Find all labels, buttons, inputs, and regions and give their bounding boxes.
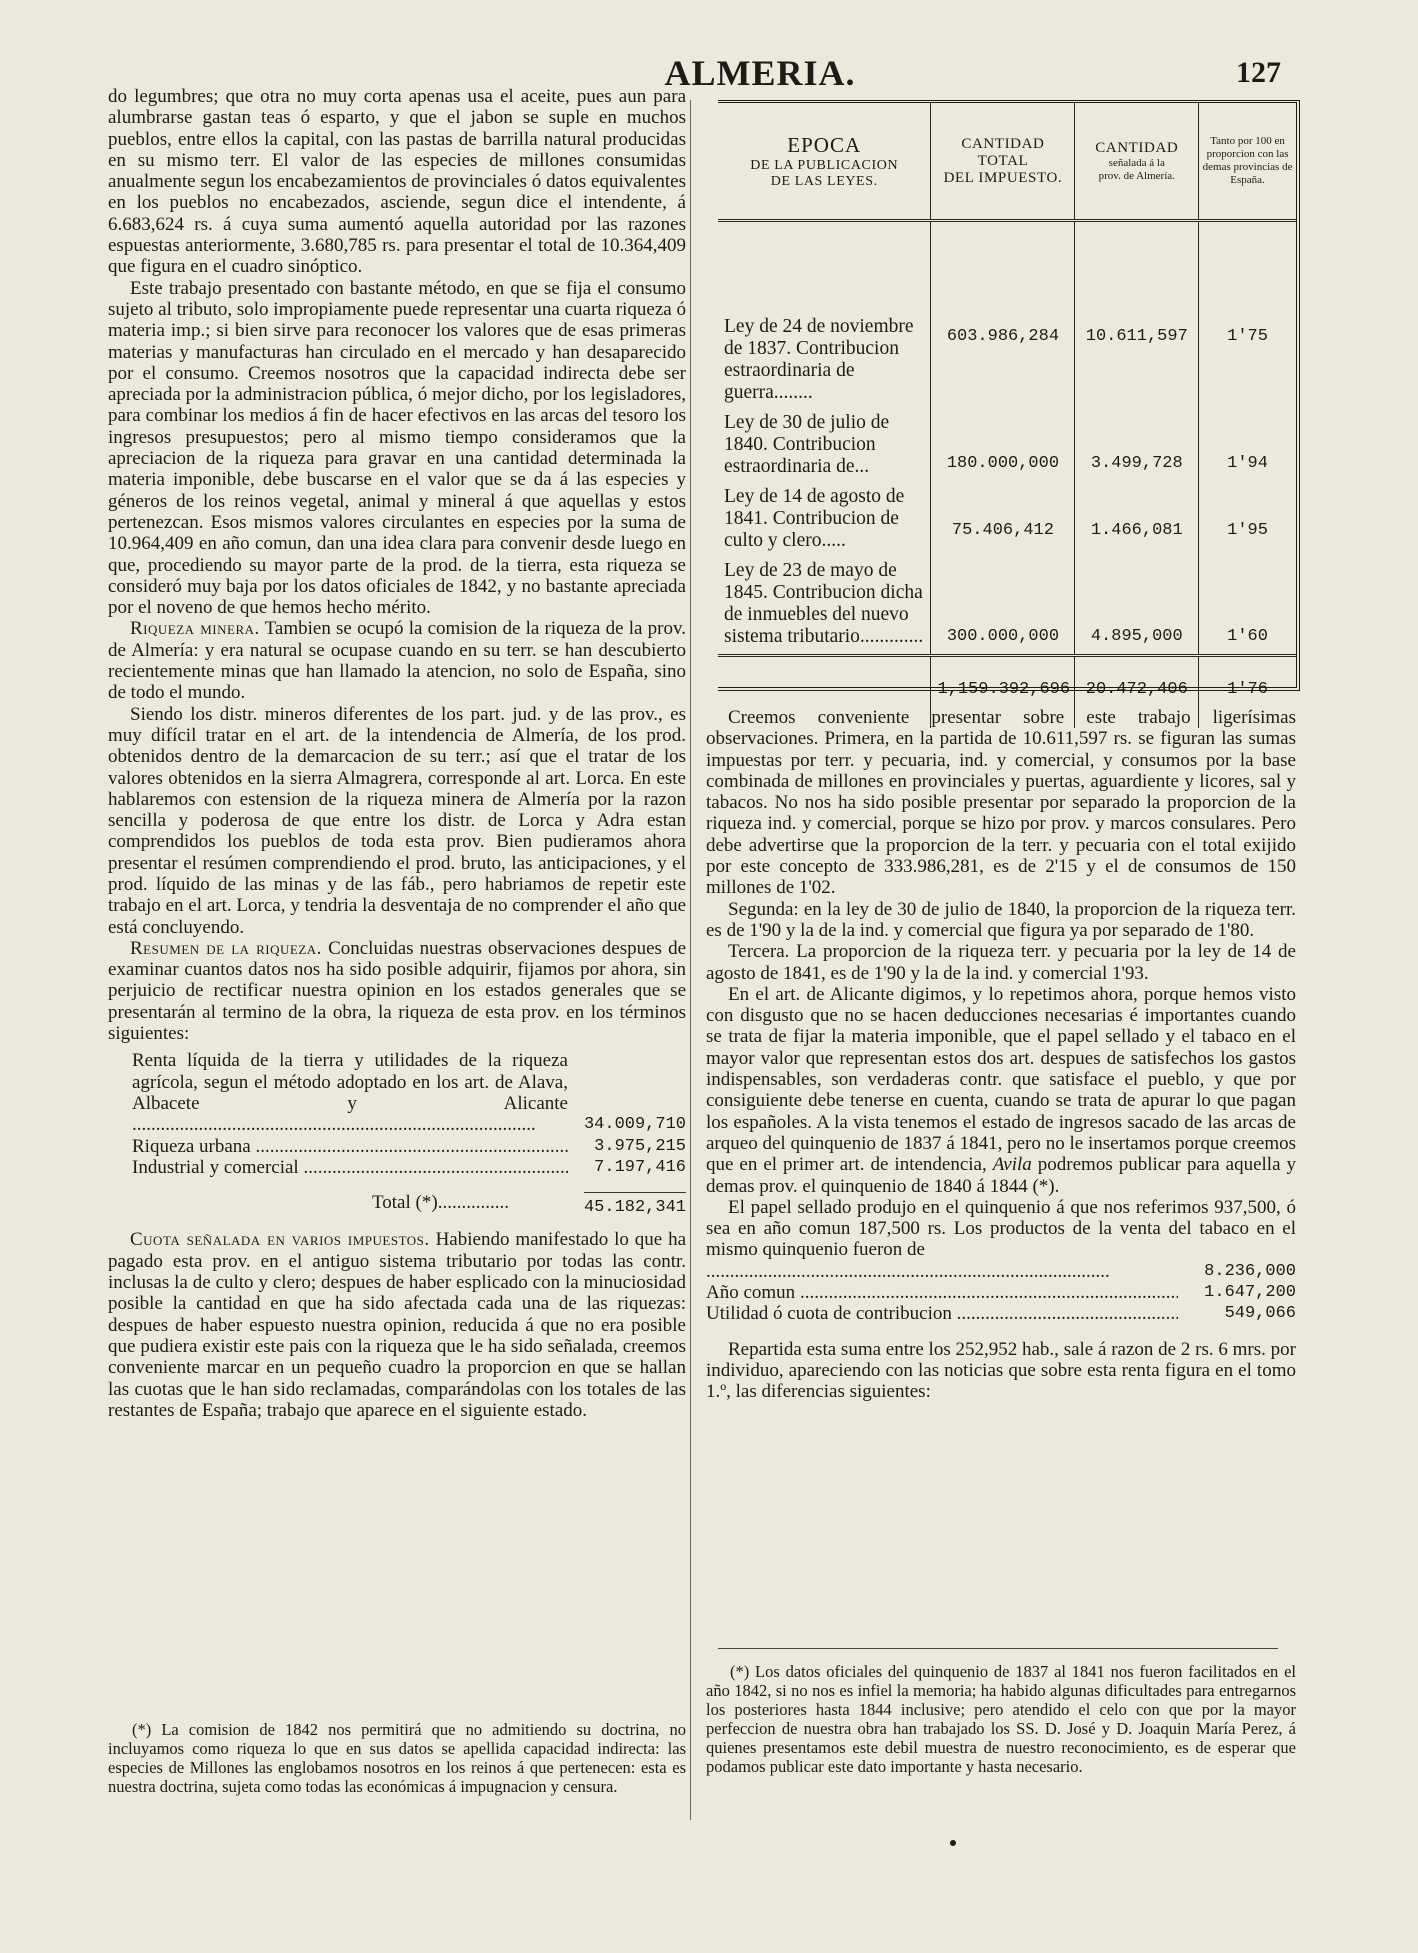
paragraph: Siendo los distr. mineros diferentes de los part. jud. y de las prov., es muy difícil tratar en el art. de la intendencia de Almería, de los prod. obtenidos dentro de la demarcacion de su terr.; así que el tratar de los valores obtenidos en la sierra Almagrera, corresponde al art. Lorca. En este hablaremos con estension de la riqueza minera de Almería por la razon sencilla y poderosa de que entre los distr. de Lorca y Adra estan comprendidos los pueblos de toda esta prov. Bien pudieramos ahora presentar el resúmen comprendiendo el prod. bruto, las anticipaciones, y el prod. líquido de las minas y de las fáb., pero habriamos de repetir este trabajo en el art. Lorca, y tendria la desventaja de no comprender el año que está concluyendo. xyxy=(108,703,686,938)
epoch-cell: Ley de 24 de noviembre de 1837. Contribucion estraordinaria de guerra........ Ley de 30 de julio de 1840. Contribucion estraordinaria de... Ley de 14 de agosto de 1841. Contribucion de culto y clero..... Ley de 23 de mayo de 1845. Contribucion dicha de inmuebles del nuevo sistema tributario............. xyxy=(718,221,931,656)
almeria-cell: 10.611,597 3.499,728 1.466,081 4.895,000 xyxy=(1075,221,1199,656)
footnote-text: (*) La comision de 1842 nos permitirá que no admitiendo su doctrina, no incluyamos como riqueza lo que en sus datos se apellida capacidad indirecta: las especies de Millones las englobamos nosotros en los reinos á que pertenecen: esta es nuestra doctrina, sujeta como todas las económicas á impugnacion y censura. xyxy=(108,1720,686,1796)
summary-row xyxy=(108,1157,686,1178)
paragraph: Tercera. La proporcion de la riqueza terr. y pecuaria por la ley de 14 de agosto de 1841, es de 1'90 y la de la ind. y comercial 1'93. xyxy=(706,941,1296,984)
footnote-right xyxy=(706,1662,1296,1776)
running-title: ALMERIA. xyxy=(664,53,856,93)
header-almeria: CANTIDAD señalada á la prov. de Almería. xyxy=(1075,103,1199,221)
paragraph-text: Habiendo manifestado lo que ha pagado esta prov. en el antiguo sistema tributario por todas las contr. inclusas la de culto y clero; despues de haber esplicado con la minuciosidad posible la cantidad en que ha sido afectada cada una de las riquezas: despues de haber espuesto nuestra opinion, reducida á que no era posible que pudiera existir este pais con la riqueza que le ha sido señalada, creemos conveniente marcar en un pequeño cuadro la proporcion en que se hallan las cuotas que le han sido reclamadas, comparándolas con los totales de las restantes de España; trabajo que aparece en el siguiente estado. xyxy=(108,1229,687,1421)
summary-row xyxy=(108,1136,686,1157)
header-percent: Tanto por 100 en proporcion con las demas provincias de España. xyxy=(1199,103,1296,221)
summary-label: Renta líquida de la tierra y utilidades de la riqueza agrícola, segun el método adoptado en los art. de Alava, Albacete y Alicante ..... xyxy=(108,1050,568,1135)
paragraph: do legumbres; que otra no muy corta apenas usa el aceite, pues aun para alumbrarse gastan teas ó esparto, y que el jabon se suple en muchos pueblos, entre ellos la capital, con las pastas de barrilla natural producidas en su mismo terr. El valor de las especies de millones consumidas anualmente segun los encabezamientos de provinciales ó datos equivalentes en los pueblos no encabezados, asciende, segun dice el intendente, á 6.683,624 rs. á cuya suma aumentó aquella autoridad por las razones espuestas anteriormente, 3.680,785 rs. para presentar el total de 10.364,409 que figura en el cuadro sinóptico. xyxy=(108,86,686,278)
footnote-rule xyxy=(718,1648,1278,1649)
section-heading: Resumen de la riqueza. xyxy=(130,937,322,959)
header-epoch: EPOCA DE LA PUBLICACION DE LAS LEYES. xyxy=(718,103,931,221)
tobacco-summary xyxy=(706,1261,1296,1325)
tobacco-label xyxy=(706,1261,1178,1282)
paragraph: El papel sellado produjo en el quinquenio á que nos referimos 937,500, ó sea en año comun 187,500 rs. Los productos de la venta del tabaco en el mismo quinquenio fueron de xyxy=(706,1196,1296,1261)
percent-cell: 1'75 1'94 1'95 1'60 xyxy=(1227,327,1268,646)
tobacco-value: 1.647,200 xyxy=(1204,1283,1296,1303)
footnote-text: (*) Los datos oficiales del quinquenio de 1837 al 1841 nos fueron facilitados en el año 1842, si no nos es infiel la memoria; ha habido algunas dificultades para entregarnos los posteriores hasta 1844 inclusive; pero atendido el celo con que por la mayor perfeccion de nuestra obra han trabajado los SS. D. José y D. Joaquin María Perez, á quienes presentamos este debil muestra de nuestro reconocimiento, es de esperar que podamos publicar este dato importante y hasta necesario. xyxy=(706,1662,1296,1776)
wealth-summary xyxy=(108,1050,686,1178)
table-row xyxy=(718,221,1296,656)
summary-label: Industrial y comercial ..... xyxy=(108,1157,568,1178)
percent-total: 1'76 xyxy=(1199,656,1296,729)
left-column xyxy=(108,86,686,1421)
summary-total: 45.182,341 Total (*)............... xyxy=(372,1192,686,1218)
table-header-row xyxy=(718,103,1296,221)
paragraph-cuota xyxy=(108,1229,686,1421)
section-heading: Cuota señalada en varios impuestos. xyxy=(130,1229,430,1251)
summary-label: Riqueza urbana ..... xyxy=(108,1136,568,1157)
paragraph-text: Tambien se ocupó la comision de la riqueza de la prov. de Almería: y era natural se ocupase cuando en su terr. se han descubierto recientemente minas que han llamado la atencion, no solo de España, sino de todo el mundo. xyxy=(108,618,686,704)
summary-total-label: Total (*) xyxy=(372,1192,438,1214)
paragraph: Repartida esta suma entre los 252,952 hab., sale á razon de 2 rs. 6 mrs. por individuo, apareciendo con las noticias que sobre esta renta figura en el tomo 1.º, las diferencias siguientes: xyxy=(706,1338,1296,1403)
ink-dot xyxy=(950,1840,956,1846)
paragraph-text: Concluidas nuestras observaciones despues de examinar cuantos datos nos ha sido posible adquirir, fijamos por ahora, sin perjuicio de rectificar nuestra opinion en los estados generales que se presentarán al termino de la obra, la riqueza de esta prov. en los términos siguientes: xyxy=(108,937,687,1045)
tobacco-value: 8.236,000 xyxy=(1204,1261,1296,1281)
tax-table xyxy=(718,100,1300,699)
section-heading: Riqueza minera. xyxy=(130,618,260,640)
right-column xyxy=(706,707,1296,1403)
column-divider xyxy=(690,100,691,1820)
header-total: CANTIDAD TOTAL DEL IMPUESTO. xyxy=(931,103,1075,221)
summary-value: 7.197,416 xyxy=(594,1157,686,1177)
paragraph-resumen xyxy=(108,938,686,1044)
italic-avila: Avila xyxy=(992,1154,1032,1176)
footnote-left xyxy=(108,1720,686,1796)
paragraph: Segunda: en la ley de 30 de julio de 1840, la proporcion de la riqueza terr. es de 1'90 y la de la ind. y comercial que figura ya por separado de 1'80. xyxy=(706,898,1296,941)
total-cell: 603.986,284 180.000,000 75.406,412 300.000,000 xyxy=(931,221,1075,656)
tobacco-row xyxy=(706,1261,1296,1282)
page-number: 127 xyxy=(1236,56,1281,89)
summary-value: 3.975,215 xyxy=(594,1136,686,1156)
tobacco-label: Utilidad ó cuota de contribucion ..... xyxy=(706,1303,1178,1324)
paragraph: Este trabajo presentado con bastante método, en que se fija el consumo sujeto al tributo, solo impropiamente puede representar una cuarta riqueza ó materia imp.; si bien sirve para reconocer los valores que de esas primeras materias y manufacturas han circulado en el mercado y han desaparecido por el consumo. Creemos nosotros que la capacidad indirecta debe ser apreciada por la administracion pública, ó mejor dicho, por los legisladores, para combinar los medios á fin de hacer efectivos en las arcas del tesoro los ingresos presupuestos; pero al mismo tiempo consideramos que la apreciacion de la riqueza para gravar en una cantidad determinada la materia imponible, debe buscarse en el valor que se da á las especies y géneros de los reinos vegetal, animal y mineral á que aquellas y estos pertenezcan. Esos mismos valores circulantes en especies por la suma de 10.964,409 en año comun, dan una idea clara para convenir desde luego en que, procediendo su mayor parte de la prod. de la tierra, esta riqueza se consideró muy baja por los datos oficiales de 1842, y no bastante apreciada por el noveno de que hemos hecho mérito. xyxy=(108,277,686,619)
tobacco-row xyxy=(706,1303,1296,1324)
summary-row xyxy=(108,1050,686,1135)
grand-total: 1,159.392,696 xyxy=(931,656,1075,729)
paragraph-alicante: En el art. de Alicante digimos, y lo repetimos ahora, porque hemos visto con disgusto que no se hacen deducciones necesarias é importantes cuando se trata de fijar la materia imponible, que el papel sellado y el tabaco en el mayor valor que representan estos dos art. despues de satisfechos los gastos indispensables, son verdaderas contr. que satisface el pueblo, y que por consiguiente debe tenerse en cuenta, cuando se trata de apurar lo que pagan los españoles. A la vista tenemos el estado de ingresos sacado de las arcas de arqueo del quinquenio de 1837 á 1841, pero no le insertamos porque creemos que en el primer art. de intendencia, Avila podremos publicar para aquella y demas prov. el quinquenio de 1840 á 1844 (*). xyxy=(706,983,1297,1197)
summary-value: 34.009,710 xyxy=(583,1115,686,1135)
tobacco-label: Año comun ..... xyxy=(706,1282,1178,1303)
almeria-total: 20.472,406 xyxy=(1075,656,1199,729)
paragraph: Creemos conveniente presentar sobre este trabajo ligerísimas observaciones. Primera, en la partida de 10.611,597 rs. se figuran las sumas impuestas por terr. y pecuaria, ind. y comercial, y consumos por la base combinada de millones en provinciales y puertas, aguardiente y licores, sal y tabacos. No nos ha sido posible presentar por separado la proporcion de la riqueza ind. y comercial, porque se hizo por prov. y marcos consulares. Pero debe advertirse que la proporcion de la terr. y pecuaria con el total exijido por este concepto de 333.986,281, es de 2'15 y el de consumos de 150 millones de 1'02. xyxy=(706,707,1296,899)
paragraph-minera xyxy=(108,618,686,703)
tobacco-value: 549,066 xyxy=(1224,1304,1296,1324)
tobacco-row xyxy=(706,1282,1296,1303)
tax-table-grid xyxy=(718,103,1296,728)
summary-total-value: 45.182,341 xyxy=(584,1192,686,1218)
